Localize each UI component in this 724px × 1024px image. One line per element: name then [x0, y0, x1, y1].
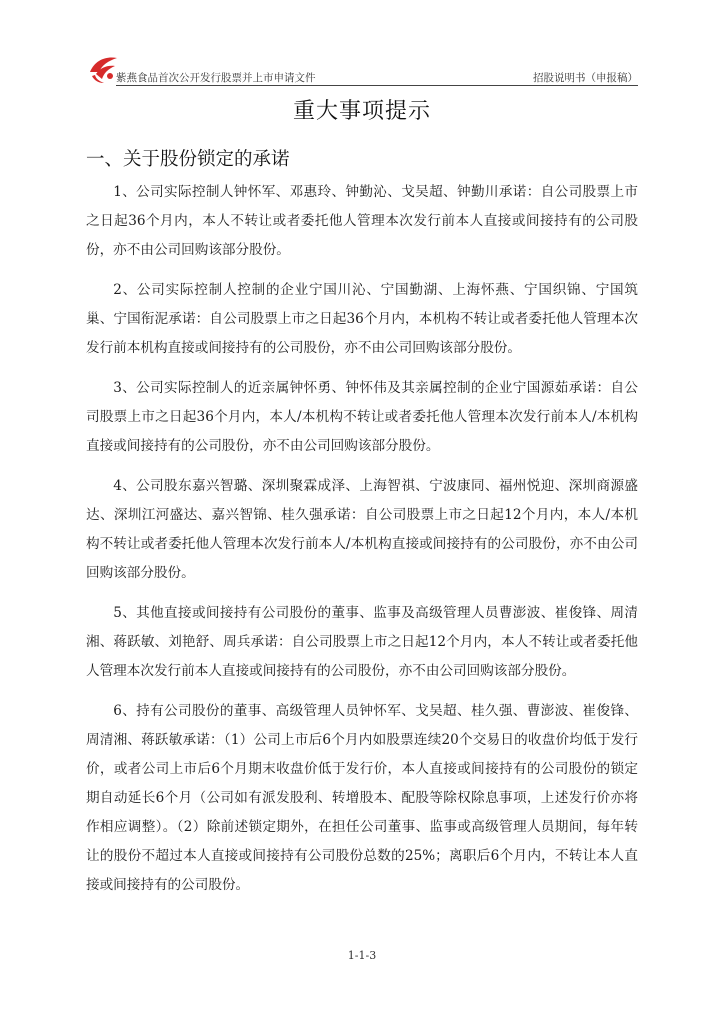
header-divider [116, 85, 638, 86]
body-text [86, 178, 638, 911]
swallow-logo-icon [86, 52, 120, 86]
paragraph: 6、持有公司股份的董事、高级管理人员钟怀军、戈吴超、桂久强、曹澎波、崔俊锋、周清湘、蒋跃敏承诺：（1）公司上市后6个月内如股票连续20个交易日的收盘价均低于发行价，或者公司上市后6个月期末收盘价低于发行价，本人直接或间接持有的公司股份的锁定期自动延长6个月（公司如有派发股利、转增股本、配股等除权除息事项，上述发行价亦将作相应调整）。（2）除前述锁定期外，在担任公司董事、监事或高级管理人员期间，每年转让的股份不超过本人直接或间接持有公司股份总数的25%；离职后6个月内，不转让本人直接或间接持有的公司股份。 [86, 703, 638, 893]
paragraph: 4、公司股东嘉兴智璐、深圳聚霖成泽、上海智祺、宁波康同、福州悦迎、深圳商源盛达、深圳江河盛达、嘉兴智锦、桂久强承诺：自公司股票上市之日起12个月内，本人/本机构不转让或者委托他人管理本次发行前本人/本机构直接或间接持有的公司股份，亦不由公司回购该部分股份。 [86, 478, 638, 581]
paragraph: 5、其他直接或间接持有公司股份的董事、监事及高级管理人员曹澎波、崔俊锋、周清湘、蒋跃敏、刘艳舒、周兵承诺：自公司股票上市之日起12个月内，本人不转让或者委托他人管理本次发行前本人直接或间接持有的公司股份，亦不由公司回购该部分股份。 [86, 605, 638, 679]
paragraph: 3、公司实际控制人的近亲属钟怀勇、钟怀伟及其亲属控制的企业宁国源茹承诺：自公司股票上市之日起36个月内，本人/本机构不转让或者委托他人管理本次发行前本人/本机构直接或间接持有的公司股份，亦不由公司回购该部分股份。 [86, 380, 638, 454]
paragraph: 2、公司实际控制人控制的企业宁国川沁、宁国勤湖、上海怀燕、宁国织锦、宁国筑巢、宁国衔泥承诺：自公司股票上市之日起36个月内，本机构不转让或者委托他人管理本次发行前本机构直接或间接持有的公司股份，亦不由公司回购该部分股份。 [86, 282, 638, 356]
header-document-name: 紫燕食品首次公开发行股票并上市申请文件 [116, 72, 316, 84]
section-heading: 一、关于股份锁定的承诺 [86, 149, 290, 170]
header-document-type: 招股说明书（申报稿） [533, 72, 638, 84]
paragraph: 1、公司实际控制人钟怀军、邓惠玲、钟勤沁、戈吴超、钟勤川承诺：自公司股票上市之日起36个月内，本人不转让或者委托他人管理本次发行前本人直接或间接持有的公司股份，亦不由公司回购该部分股份。 [86, 184, 638, 258]
page-header [86, 52, 638, 86]
page-title: 重大事项提示 [292, 99, 431, 124]
page-number: 1-1-3 [347, 949, 377, 962]
